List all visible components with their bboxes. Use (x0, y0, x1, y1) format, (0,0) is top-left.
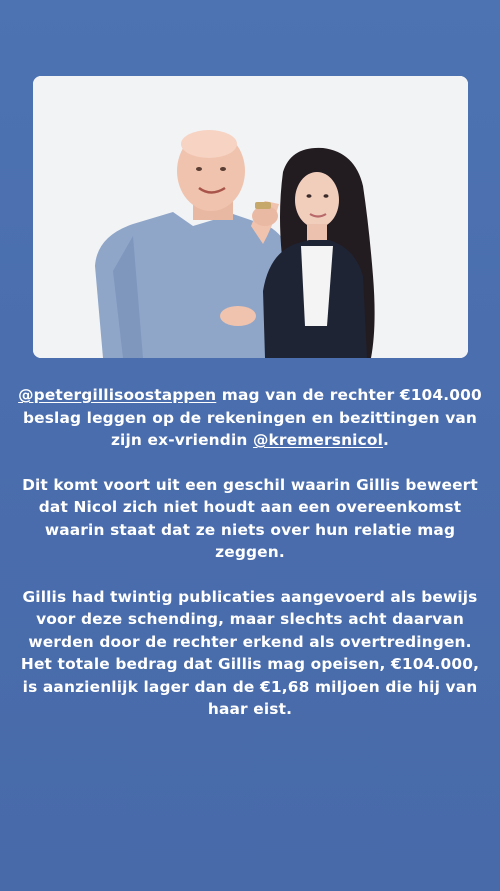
mention-kremersnicol[interactable]: @kremersnicol (252, 431, 384, 449)
paragraph-3: Gillis had twintig publicaties aangevoerd als bewijs voor deze schending, maar slechts acht daarvan werden door de rechter erkend als overtredingen. Het totale bedrag dat Gillis mag opeisen, €104.000, is aanzienlijk lager dan de €1,68 miljoen die hij van haar eist. (20, 587, 480, 718)
caption (18, 384, 482, 743)
paragraph-1-text-b: . (383, 431, 390, 449)
photo (33, 76, 468, 358)
paragraph-1-text-a: mag van de rechter €104.000 beslag leggen op de rekeningen en bezittingen van zijn ex-vriendin (22, 386, 482, 449)
paragraph-1 (18, 384, 482, 452)
people-photo-illustration (33, 76, 468, 358)
paragraph-2: Dit komt voort uit een geschil waarin Gillis beweert dat Nicol zich niet houdt aan een overeenkomst waarin staat dat ze niets over hun relatie mag zeggen. (22, 475, 478, 561)
mention-petergillisoostappen[interactable]: @petergillisoostappen (18, 386, 217, 404)
